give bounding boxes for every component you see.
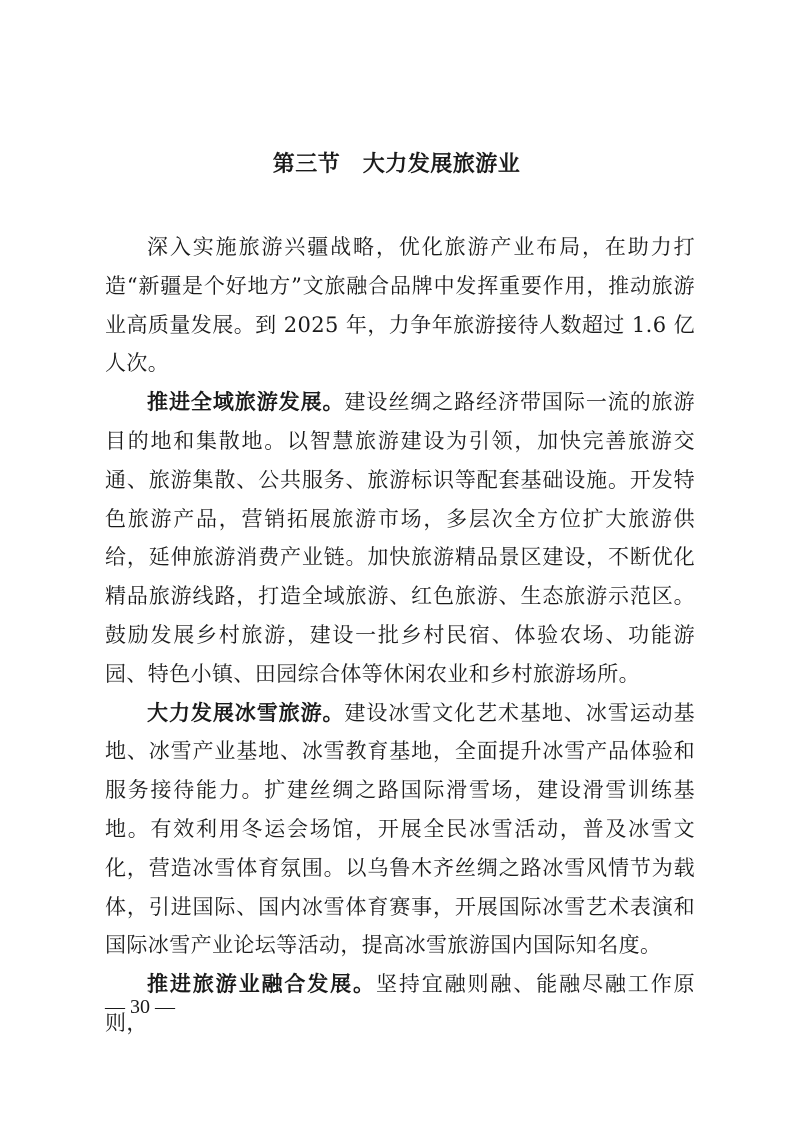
body-text [105, 228, 695, 1043]
paragraph-text: 建设丝绸之路经济带国际一流的旅游目的地和集散地。以智慧旅游建设为引领，加快完善旅游交通、旅游集散、公共服务、旅游标识等配套基础设施。开发特色旅游产品，营销拓展旅游市场，多层次全方位扩大旅游供给，延伸旅游消费产业链。加快旅游精品景区建设，不断优化精品旅游线路，打造全域旅游、红色旅游、生态旅游示范区。鼓励发展乡村旅游，建设一批乡村民宿、体验农场、功能游园、特色小镇、田园综合体等休闲农业和乡村旅游场所。 [105, 390, 695, 686]
paragraph-text: 建设冰雪文化艺术基地、冰雪运动基地、冰雪产业基地、冰雪教育基地，全面提升冰雪产品体验和服务接待能力。扩建丝绸之路国际滑雪场，建设滑雪训练基地。有效利用冬运会场馆，开展全民冰雪活动，普及冰雪文化，营造冰雪体育氛围。以乌鲁木齐丝绸之路冰雪风情节为载体，引进国际、国内冰雪体育赛事，开展国际冰雪艺术表演和国际冰雪产业论坛等活动，提高冰雪旅游国内国际知名度。 [105, 700, 695, 958]
page-number: — 30 — [105, 996, 175, 1018]
section-title: 第三节 大力发展旅游业 [272, 152, 521, 177]
paragraph-tourism-integration [105, 965, 695, 1043]
paragraph-text: 深入实施旅游兴疆战略，优化旅游产业布局，在助力打造“新疆是个好地方”文旅融合品牌中发挥重要作用，推动旅游业高质量发展。到 2025 年，力争年旅游接待人数超过 1.6 亿人次。 [105, 235, 695, 376]
paragraph-all-region-tourism [105, 383, 695, 693]
paragraph-text: 坚持宜融则融、能融尽融工作原则， [105, 972, 695, 1035]
paragraph-lead: 推进旅游业融合发展。 [147, 972, 376, 997]
paragraph-lead: 推进全域旅游发展。 [147, 390, 345, 415]
paragraph-intro [105, 228, 695, 383]
paragraph-ice-snow-tourism [105, 694, 695, 966]
paragraph-lead: 大力发展冰雪旅游。 [147, 700, 345, 725]
